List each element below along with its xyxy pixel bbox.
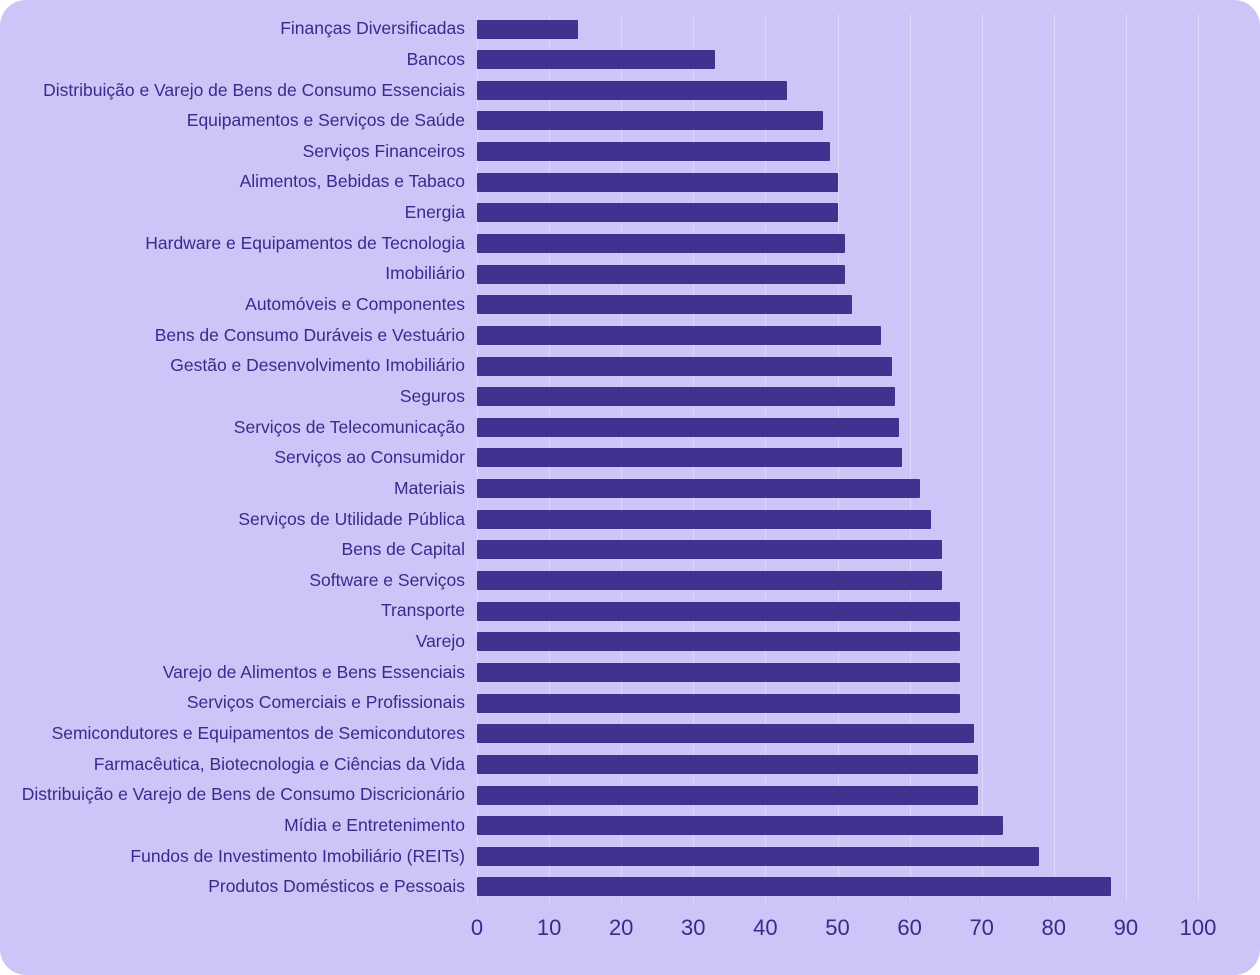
category-label: Farmacêutica, Biotecnologia e Ciências da Vida — [93, 753, 465, 774]
category-label: Gestão e Desenvolvimento Imobiliário — [170, 355, 465, 376]
bar-row — [238, 504, 1198, 534]
bar — [477, 663, 960, 682]
x-tick-label: 30 — [681, 915, 706, 940]
category-label: Software e Serviços — [309, 569, 465, 590]
bar-row — [239, 167, 1198, 197]
bar-row — [162, 657, 1198, 687]
bar-rows — [21, 14, 1198, 902]
bar-row — [280, 14, 1198, 44]
category-label: Distribuição e Varejo de Bens de Consumo Discricionário — [21, 784, 465, 805]
category-label: Materiais — [394, 477, 465, 498]
bar-row — [415, 627, 1198, 657]
bar-row — [208, 872, 1198, 902]
bar-row — [93, 749, 1198, 779]
category-label: Mídia e Entretenimento — [284, 814, 465, 835]
bar — [477, 724, 974, 743]
category-label: Serviços ao Consumidor — [274, 447, 465, 468]
bar — [477, 847, 1039, 866]
x-tick-label: 60 — [897, 915, 922, 940]
bar-row — [186, 688, 1198, 718]
bar-row — [302, 137, 1198, 167]
bar-row — [399, 382, 1198, 412]
bar — [477, 571, 942, 590]
x-tick-label: 90 — [1113, 915, 1139, 940]
category-label: Alimentos, Bebidas e Tabaco — [239, 171, 465, 192]
category-label: Automóveis e Componentes — [245, 294, 465, 315]
bar — [477, 632, 960, 651]
bar — [477, 510, 931, 529]
category-label: Transporte — [381, 600, 465, 621]
x-tick-label: 20 — [608, 915, 634, 940]
bar — [477, 111, 823, 130]
bar-row — [274, 443, 1198, 473]
bar — [477, 387, 895, 406]
bar — [477, 694, 960, 713]
bar-row — [381, 596, 1198, 626]
bar — [477, 234, 845, 253]
bar — [477, 602, 960, 621]
bar — [477, 265, 845, 284]
bar-row — [154, 320, 1198, 350]
x-tick-label: 100 — [1179, 915, 1217, 940]
category-label: Bens de Capital — [341, 539, 465, 560]
category-label: Serviços de Utilidade Pública — [238, 508, 465, 529]
x-axis — [470, 915, 1217, 945]
category-label: Produtos Domésticos e Pessoais — [208, 876, 465, 897]
x-tick-label: 50 — [825, 915, 850, 940]
bar — [477, 357, 892, 376]
bar — [477, 540, 942, 559]
category-label: Fundos de Investimento Imobiliário (REITs) — [130, 845, 465, 866]
bar-row — [341, 535, 1198, 565]
category-label: Imobiliário — [385, 263, 465, 284]
bar-row — [170, 351, 1198, 381]
category-label: Varejo de Alimentos e Bens Essenciais — [162, 661, 465, 682]
category-label: Distribuição e Varejo de Bens de Consumo Essenciais — [43, 79, 465, 100]
category-label: Seguros — [399, 385, 465, 406]
bar-row — [309, 566, 1198, 596]
x-tick-label: 0 — [470, 915, 484, 940]
bar — [477, 173, 838, 192]
category-label: Bancos — [406, 48, 465, 69]
bar-row — [21, 780, 1198, 810]
bar-row — [284, 811, 1198, 841]
bar — [477, 786, 978, 805]
bar — [477, 20, 578, 39]
bar-row — [145, 228, 1198, 258]
bar-row — [130, 841, 1198, 871]
category-label: Equipamentos e Serviços de Saúde — [186, 110, 465, 131]
bar — [477, 877, 1111, 896]
x-tick-label: 40 — [753, 915, 778, 940]
bar — [477, 81, 787, 100]
bar-row — [51, 719, 1198, 749]
bar-row — [186, 106, 1198, 136]
category-label: Finanças Diversificadas — [280, 18, 465, 39]
bar — [477, 418, 899, 437]
category-label: Hardware e Equipamentos de Tecnologia — [145, 232, 465, 253]
bar — [477, 479, 920, 498]
x-tick-label: 70 — [969, 915, 994, 940]
category-label: Serviços Comerciais e Profissionais — [186, 692, 465, 713]
bar — [477, 326, 881, 345]
plot-area — [21, 14, 1198, 902]
bar-row — [233, 412, 1198, 442]
x-tick-label: 80 — [1041, 915, 1067, 940]
category-label: Semicondutores e Equipamentos de Semicondutores — [51, 722, 465, 743]
category-label: Serviços Financeiros — [302, 140, 465, 161]
bar — [477, 142, 830, 161]
bar-row — [245, 290, 1198, 320]
bar — [477, 755, 978, 774]
x-tick-label: 10 — [536, 915, 562, 940]
bar — [477, 50, 715, 69]
bar-row — [43, 75, 1198, 105]
bar — [477, 203, 838, 222]
category-label: Varejo — [415, 631, 465, 652]
category-label: Serviços de Telecomunicação — [233, 416, 465, 437]
bar-row — [406, 45, 1198, 75]
bar — [477, 816, 1003, 835]
gridline — [1198, 14, 1199, 902]
bar — [477, 295, 852, 314]
category-label: Energia — [404, 202, 465, 223]
category-label: Bens de Consumo Duráveis e Vestuário — [154, 324, 465, 345]
bar-row — [385, 259, 1198, 289]
bar-row — [394, 474, 1198, 504]
bar — [477, 448, 902, 467]
bar-row — [404, 198, 1198, 228]
